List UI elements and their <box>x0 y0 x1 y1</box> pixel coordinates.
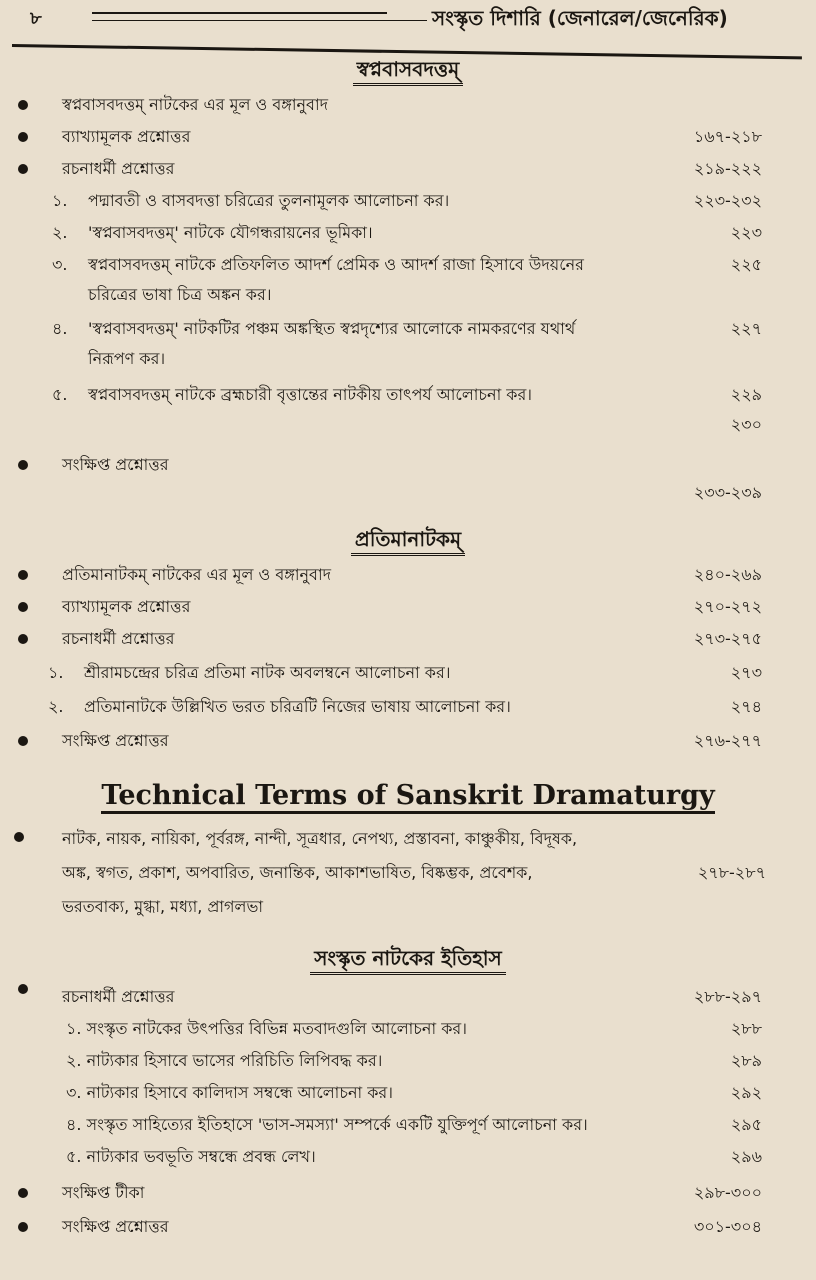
bullet-icon <box>18 736 28 746</box>
list-item: সংক্ষিপ্ত প্রশ্নোত্তর ৩০১-৩০৪ <box>0 1214 816 1242</box>
question-item: ১. সংস্কৃত নাটকের উৎপত্তির বিভিন্ন মতবাদগুলি আলোচনা কর। ২৮৮ <box>0 1016 816 1044</box>
bullet-icon <box>18 1188 28 1198</box>
page-ref: ২৭৩-২৭৫ <box>693 629 762 648</box>
list-item: সংক্ষিপ্ত প্রশ্নোত্তর ২৭৬-২৭৭ <box>0 728 816 756</box>
list-item: সংক্ষিপ্ত প্রশ্নোত্তর <box>0 452 816 480</box>
question-item: ৩. স্বপ্নবাসবদত্তম্‌ নাটকে প্রতিফলিত আদর্শ প্রেমিক ও আদর্শ রাজা হিসাবে উদয়নের চরিত্রের ভাষা চিত্র অঙ্কন কর। ২২৫ <box>0 252 816 312</box>
page-ref: ২২৯ <box>730 385 762 404</box>
section-title-technical: Technical Terms of Sanskrit Dramaturgy <box>0 780 816 811</box>
list-item: রচনাধর্মী প্রশ্নোত্তর ২৮৮-২৯৭ <box>0 984 816 1012</box>
page-ref: ২৭৩ <box>730 663 762 682</box>
question-item: ১. পদ্মাবতী ও বাসবদত্তা চরিত্রের তুলনামূলক আলোচনা কর। ২২৩-২৩২ <box>0 188 816 216</box>
bullet-icon <box>18 164 28 174</box>
list-item: ব্যাখ্যামূলক প্রশ্নোত্তর ২৭০-২৭২ <box>0 594 816 622</box>
question-item: ৫. স্বপ্নবাসবদত্তম্‌ নাটকে ব্রহ্মচারী বৃত্তান্তের নাটকীয় তাৎপর্য আলোচনা কর। ২২৯ <box>0 382 816 410</box>
page-ref: ১৬৭-২১৮ <box>693 127 762 146</box>
page-ref: ২৩৩-২৩৯ <box>693 483 762 502</box>
bullet-icon <box>18 634 28 644</box>
page-ref: ২৯২ <box>730 1083 762 1102</box>
page-ref: ২৭৮-২৮৭ <box>697 863 766 882</box>
page-ref: ২৯৫ <box>730 1115 762 1134</box>
bullet-icon <box>18 984 28 994</box>
page-ref: ২২৭ <box>730 319 762 338</box>
header-rule <box>92 20 427 21</box>
question-item: ৪. সংস্কৃত সাহিত্যের ইতিহাসে 'ভাস-সমস্যা' সম্পর্কে একটি যুক্তিপূর্ণ আলোচনা কর। ২৯৫ <box>0 1112 816 1140</box>
page-number: ৮ <box>30 8 42 29</box>
bullet-icon <box>18 460 28 470</box>
page-ref: ২৭৪ <box>730 697 762 716</box>
section-title-history: সংস্কৃত নাটকের ইতিহাস <box>0 944 816 977</box>
list-item <box>0 480 816 508</box>
list-item: স্বপ্নবাসবদত্তম্‌ নাটকের এর মূল ও বঙ্গানুবাদ <box>0 92 816 120</box>
list-item: সংক্ষিপ্ত টীকা ২৯৮-৩০০ <box>0 1180 816 1208</box>
page-ref: ২৮৮ <box>730 1019 762 1038</box>
page-ref: ২৮৯ <box>730 1051 762 1070</box>
page-ref: ২৯৬ <box>730 1147 762 1166</box>
bullet-icon <box>18 570 28 580</box>
page-ref: ২২৩-২৩২ <box>693 191 762 210</box>
page-ref: ২৭৬-২৭৭ <box>693 731 762 750</box>
page-ref: ২২৫ <box>730 255 762 274</box>
list-item: রচনাধর্মী প্রশ্নোত্তর ২১৯-২২২ <box>0 156 816 184</box>
page-ref: ২৩০ <box>730 415 762 434</box>
list-item <box>0 412 816 440</box>
bullet-icon <box>18 1222 28 1232</box>
list-item: প্রতিমানাটকম্‌ নাটকের এর মূল ও বঙ্গানুবাদ ২৪০-২৬৯ <box>0 562 816 590</box>
page-ref: ৩০১-৩০৪ <box>693 1217 762 1236</box>
question-item: ৪. 'স্বপ্নবাসবদত্তম্‌' নাটকটির পঞ্চম অঙ্কস্থিত স্বপ্নদৃশ্যের আলোকে নামকরণের যথার্থ নিরূপণ কর। ২২৭ <box>0 316 816 376</box>
page-ref: ২১৯-২২২ <box>693 159 762 178</box>
list-item: ব্যাখ্যামূলক প্রশ্নোত্তর ১৬৭-২১৮ <box>0 124 816 152</box>
question-item: ২. নাট্যকার হিসাবে ভাসের পরিচিতি লিপিবদ্ধ কর। ২৮৯ <box>0 1048 816 1076</box>
question-item: ৩. নাট্যকার হিসাবে কালিদাস সম্বন্ধে আলোচনা কর। ২৯২ <box>0 1080 816 1108</box>
header-rule <box>92 12 387 14</box>
section-title-swapna: স্বপ্নবাসবদত্তম্‌ <box>0 55 816 88</box>
bullet-icon <box>14 832 24 842</box>
question-item: ২. 'স্বপ্নবাসবদত্তম্‌' নাটকে যৌগন্ধরায়নের ভূমিকা। ২২৩ <box>0 220 816 248</box>
page-ref: ২৭০-২৭২ <box>693 597 762 616</box>
page-ref: ২৮৮-২৯৭ <box>693 987 762 1006</box>
bullet-icon <box>18 602 28 612</box>
list-item: রচনাধর্মী প্রশ্নোত্তর ২৭৩-২৭৫ <box>0 626 816 654</box>
page-ref: ২৪০-২৬৯ <box>693 565 762 584</box>
bullet-icon <box>18 100 28 110</box>
section-title-pratima: প্রতিমানাটকম্‌ <box>0 525 816 558</box>
running-title: সংস্কৃত দিশারি (জেনারেল/জেনেরিক) <box>432 6 728 30</box>
question-item: ৫. নাট্যকার ভবভূতি সম্বন্ধে প্রবন্ধ লেখ। ২৯৬ <box>0 1144 816 1172</box>
page-ref: ২৯৮-৩০০ <box>693 1183 762 1202</box>
terms-block: নাটক, নায়ক, নায়িকা, পূর্বরঙ্গ, নান্দী, সূত্রধার, নেপথ্য, প্রস্তাবনা, কাঞ্চুকীয়, বিদূষক, অঙ্ক, স্বগত, প্রকাশ, অপবারিত, জনান্তিক, আকাশভাষিত, বিষ্কম্ভক, প্রবেশক, ২৭৮-২৮৭ ভরতবাক্য, মুগ্ধা, মধ্যা, প্রাগলভা <box>0 826 816 926</box>
question-item: ২. প্রতিমানাটকে উল্লিখিত ভরত চরিত্রটি নিজের ভাষায় আলোচনা কর। ২৭৪ <box>0 694 816 722</box>
page-ref: ২২৩ <box>730 223 762 242</box>
question-item: ১. শ্রীরামচন্দ্রের চরিত্র প্রতিমা নাটক অবলম্বনে আলোচনা কর। ২৭৩ <box>0 660 816 688</box>
bullet-icon <box>18 132 28 142</box>
